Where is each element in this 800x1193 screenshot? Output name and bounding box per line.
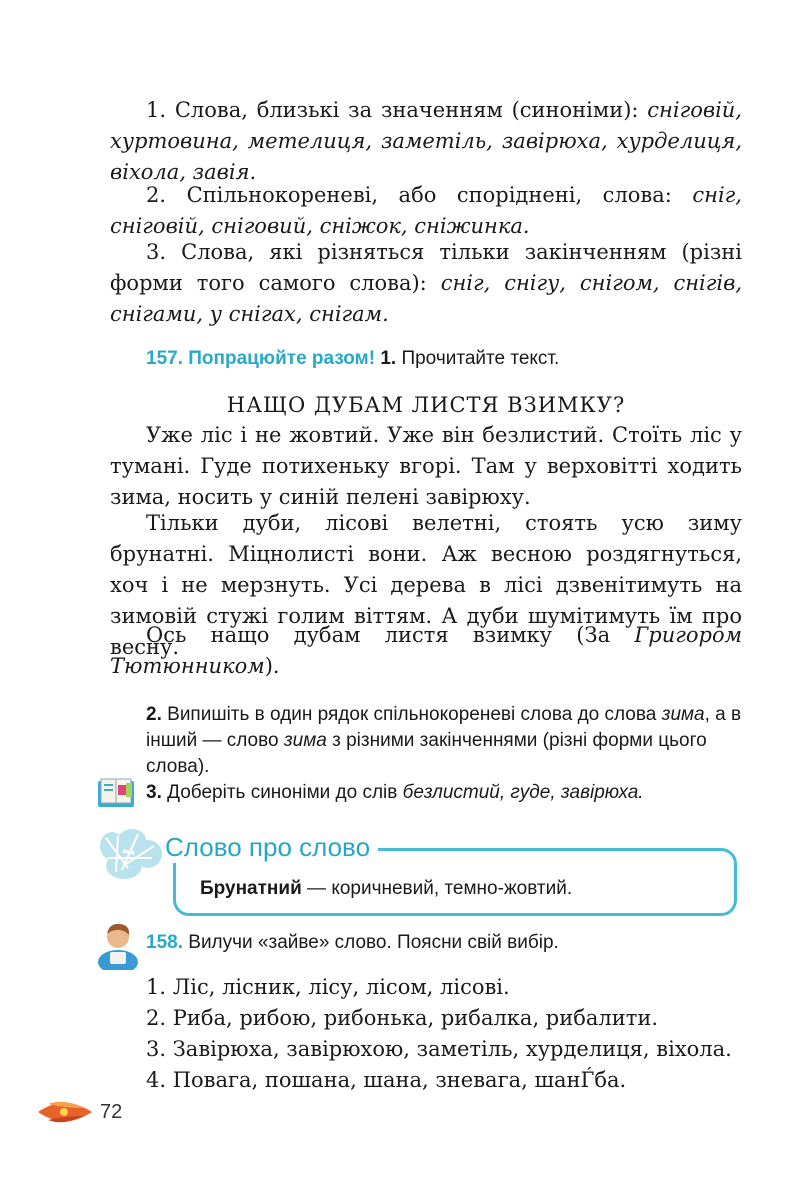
list-item: 4. Повага, пошана, шана, зневага, шанЃба.	[146, 1068, 627, 1092]
text-paragraph-3: Ось нащо дубам листя взимку (За Григором Тютюнником).	[110, 623, 742, 678]
text-paragraph-1: Уже ліс і не жовтий. Уже він безлистий. Стоїть ліс у тумані. Гуде потихеньку вгорі. Там у верховітті ходить зима, носить у синій пелені завірюху.	[110, 423, 742, 509]
word-term: Брунатний	[200, 878, 302, 899]
list-item: 2. Риба, рибою, рибонька, рибалка, рибалити.	[146, 1006, 659, 1030]
exercise-number: 157.	[146, 348, 183, 369]
exercise-label: Попрацюйте разом!	[188, 348, 376, 369]
text-title: НАЩО ДУБАМ ЛИСТЯ ВЗИМКУ?	[226, 393, 626, 417]
task-3: 3. Доберіть синоніми до слів безлистий, гуде, завірюха.	[146, 782, 644, 803]
exercise-158-header: 158. Вилучи «зайве» слово. Поясни свій вибір.	[146, 932, 559, 953]
exercise-158-list	[146, 972, 746, 1096]
text-paragraph-2: Тільки дуби, лісові велетні, стоять усю зиму брунатні. Міцнолисті вони. Аж весною роздягнуться, хоч і не мерзнуть. Усі дерева в лісі дзвенітимуть на зимовій стужі голим віттям. А дуби шумітимуть їм про весну.	[110, 511, 742, 659]
intro-item-1: 1. Слова, близькі за значенням (синоніми): сніговій, хуртовина, метелиця, заметіль, завірюха, хурделиця, віхола, завія.	[110, 98, 742, 184]
leaf-icon	[34, 1094, 96, 1130]
page-number: 72	[100, 1101, 123, 1123]
word-box-title: Слово про слово	[165, 832, 378, 863]
exercise-157-header: 157. Попрацюйте разом! 1. Прочитайте текст.	[146, 348, 560, 369]
student-icon	[96, 920, 140, 970]
task-2: 2. Випишіть в один рядок спільнокореневі слова до слова зима, а в інший — слово зима з різними закінченнями (різні форми цього слова).	[146, 704, 742, 777]
snowflake-icon	[98, 828, 164, 882]
dictionary-book-icon	[96, 775, 136, 809]
list-item: 3. Завірюха, завірюхою, заметіль, хурделиця, віхола.	[146, 1037, 732, 1061]
intro-item-2: 2. Спільнокореневі, або споріднені, слова: сніг, сніговій, сніговий, сніжок, сніжинка.	[110, 183, 742, 238]
word-box-definition: Брунатний — коричневий, темно-жовтий.	[200, 878, 573, 899]
intro-item-3: 3. Слова, які різняться тільки закінченням (різні форми того самого слова): сніг, снігу, снігом, снігів, снігами, у снігах, снігам.	[110, 240, 742, 326]
exercise-number: 158.	[146, 932, 183, 953]
list-item: 1. Ліс, лісник, лісу, лісом, лісові.	[146, 975, 510, 999]
